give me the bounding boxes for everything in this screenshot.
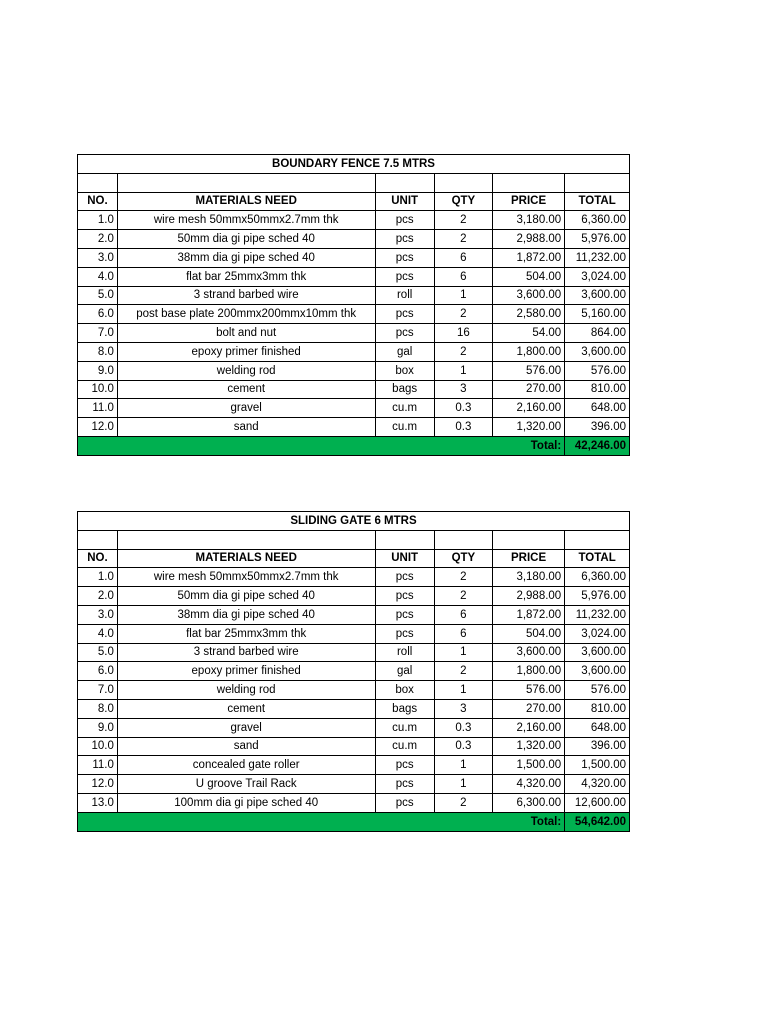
row-unit: cu.m [375, 399, 434, 418]
row-qty: 0.3 [434, 718, 492, 737]
row-total: 11,232.00 [565, 248, 630, 267]
row-no: 6.0 [78, 305, 118, 324]
row-no: 8.0 [78, 699, 118, 718]
row-qty: 2 [434, 793, 492, 812]
row-material: 38mm dia gi pipe sched 40 [117, 248, 375, 267]
row-price: 1,320.00 [492, 737, 564, 756]
row-qty: 1 [434, 756, 492, 775]
row-unit: gal [375, 342, 434, 361]
row-no: 5.0 [78, 643, 118, 662]
row-material: concealed gate roller [117, 756, 375, 775]
row-qty: 2 [434, 662, 492, 681]
row-no: 3.0 [78, 248, 118, 267]
row-unit: pcs [375, 248, 434, 267]
table-row [78, 324, 630, 343]
blank-cell [375, 530, 434, 549]
table-row [78, 605, 630, 624]
row-material: 3 strand barbed wire [117, 286, 375, 305]
row-no: 12.0 [78, 775, 118, 794]
blank-cell [565, 173, 630, 192]
table-row [78, 568, 630, 587]
title-row [78, 155, 630, 174]
row-material: welding rod [117, 361, 375, 380]
row-unit: pcs [375, 624, 434, 643]
row-unit: roll [375, 286, 434, 305]
row-unit: pcs [375, 756, 434, 775]
blank-cell [117, 173, 375, 192]
header-price: PRICE [492, 549, 564, 568]
row-material: 3 strand barbed wire [117, 643, 375, 662]
row-unit: gal [375, 662, 434, 681]
sliding-gate-table [77, 511, 630, 832]
row-qty: 2 [434, 211, 492, 230]
row-price: 3,180.00 [492, 568, 564, 587]
row-price: 3,600.00 [492, 286, 564, 305]
grand-total: 42,246.00 [565, 436, 630, 455]
row-total: 5,976.00 [565, 230, 630, 249]
row-price: 54.00 [492, 324, 564, 343]
row-qty: 2 [434, 342, 492, 361]
row-total: 11,232.00 [565, 605, 630, 624]
row-total: 12,600.00 [565, 793, 630, 812]
row-material: 38mm dia gi pipe sched 40 [117, 605, 375, 624]
blank-cell [492, 173, 564, 192]
blank-cell [78, 173, 118, 192]
row-qty: 1 [434, 775, 492, 794]
row-material: flat bar 25mmx3mm thk [117, 267, 375, 286]
materials-table [77, 511, 630, 832]
row-no: 9.0 [78, 361, 118, 380]
header-unit: UNIT [375, 549, 434, 568]
row-total: 810.00 [565, 380, 630, 399]
row-price: 1,872.00 [492, 248, 564, 267]
row-total: 4,320.00 [565, 775, 630, 794]
table-row [78, 699, 630, 718]
row-unit: pcs [375, 230, 434, 249]
row-qty: 1 [434, 361, 492, 380]
row-no: 13.0 [78, 793, 118, 812]
blank-cell [565, 530, 630, 549]
row-unit: pcs [375, 568, 434, 587]
title-row [78, 512, 630, 531]
header-qty: QTY [434, 192, 492, 211]
row-qty: 6 [434, 624, 492, 643]
blank-cell [434, 530, 492, 549]
grand-total: 54,642.00 [565, 812, 630, 831]
materials-table [77, 154, 630, 456]
row-no: 4.0 [78, 624, 118, 643]
row-price: 1,800.00 [492, 342, 564, 361]
row-material: welding rod [117, 681, 375, 700]
row-material: sand [117, 737, 375, 756]
row-unit: pcs [375, 587, 434, 606]
row-qty: 16 [434, 324, 492, 343]
table-title: BOUNDARY FENCE 7.5 MTRS [78, 155, 630, 174]
header-unit: UNIT [375, 192, 434, 211]
row-price: 270.00 [492, 380, 564, 399]
row-material: 50mm dia gi pipe sched 40 [117, 587, 375, 606]
row-total: 3,600.00 [565, 643, 630, 662]
row-qty: 2 [434, 568, 492, 587]
row-no: 2.0 [78, 587, 118, 606]
row-total: 6,360.00 [565, 211, 630, 230]
total-row [78, 436, 630, 455]
row-material: wire mesh 50mmx50mmx2.7mm thk [117, 211, 375, 230]
row-price: 2,988.00 [492, 587, 564, 606]
header-materials: MATERIALS NEED [117, 549, 375, 568]
row-price: 576.00 [492, 361, 564, 380]
row-qty: 0.3 [434, 737, 492, 756]
row-qty: 0.3 [434, 418, 492, 437]
table-row [78, 230, 630, 249]
table-row [78, 718, 630, 737]
row-unit: cu.m [375, 737, 434, 756]
table-row [78, 793, 630, 812]
row-material: cement [117, 380, 375, 399]
row-no: 4.0 [78, 267, 118, 286]
row-total: 396.00 [565, 418, 630, 437]
row-unit: pcs [375, 793, 434, 812]
table-row [78, 737, 630, 756]
table-row [78, 248, 630, 267]
row-material: wire mesh 50mmx50mmx2.7mm thk [117, 568, 375, 587]
table-row [78, 643, 630, 662]
row-unit: box [375, 361, 434, 380]
row-price: 1,800.00 [492, 662, 564, 681]
table-row [78, 361, 630, 380]
table-row [78, 305, 630, 324]
table-row [78, 775, 630, 794]
row-qty: 6 [434, 605, 492, 624]
row-qty: 3 [434, 380, 492, 399]
total-spacer [78, 812, 493, 831]
table-row [78, 399, 630, 418]
blank-row [78, 530, 630, 549]
row-no: 10.0 [78, 380, 118, 399]
table-row [78, 662, 630, 681]
row-total: 5,976.00 [565, 587, 630, 606]
row-unit: pcs [375, 267, 434, 286]
row-price: 504.00 [492, 267, 564, 286]
row-qty: 2 [434, 587, 492, 606]
row-total: 648.00 [565, 718, 630, 737]
row-unit: box [375, 681, 434, 700]
table-row [78, 211, 630, 230]
row-price: 4,320.00 [492, 775, 564, 794]
row-price: 1,320.00 [492, 418, 564, 437]
blank-cell [375, 173, 434, 192]
row-total: 576.00 [565, 361, 630, 380]
header-total: TOTAL [565, 192, 630, 211]
header-qty: QTY [434, 549, 492, 568]
total-label: Total: [492, 436, 564, 455]
boundary-fence-table [77, 154, 630, 456]
row-price: 1,500.00 [492, 756, 564, 775]
table-row [78, 286, 630, 305]
row-unit: bags [375, 699, 434, 718]
row-price: 270.00 [492, 699, 564, 718]
row-material: post base plate 200mmx200mmx10mm thk [117, 305, 375, 324]
row-price: 2,988.00 [492, 230, 564, 249]
row-no: 10.0 [78, 737, 118, 756]
row-total: 3,600.00 [565, 342, 630, 361]
row-no: 12.0 [78, 418, 118, 437]
row-price: 3,600.00 [492, 643, 564, 662]
row-price: 2,160.00 [492, 399, 564, 418]
header-price: PRICE [492, 192, 564, 211]
header-row [78, 549, 630, 568]
row-unit: pcs [375, 211, 434, 230]
row-no: 11.0 [78, 399, 118, 418]
row-total: 648.00 [565, 399, 630, 418]
row-no: 7.0 [78, 681, 118, 700]
row-total: 810.00 [565, 699, 630, 718]
row-material: epoxy primer finished [117, 662, 375, 681]
blank-cell [492, 530, 564, 549]
row-material: gravel [117, 718, 375, 737]
row-unit: cu.m [375, 418, 434, 437]
row-total: 396.00 [565, 737, 630, 756]
row-no: 2.0 [78, 230, 118, 249]
row-total: 3,600.00 [565, 286, 630, 305]
row-material: 100mm dia gi pipe sched 40 [117, 793, 375, 812]
blank-row [78, 173, 630, 192]
total-label: Total: [492, 812, 564, 831]
total-row [78, 812, 630, 831]
row-material: flat bar 25mmx3mm thk [117, 624, 375, 643]
table-row [78, 380, 630, 399]
row-material: 50mm dia gi pipe sched 40 [117, 230, 375, 249]
row-price: 2,580.00 [492, 305, 564, 324]
row-price: 1,872.00 [492, 605, 564, 624]
row-qty: 3 [434, 699, 492, 718]
row-no: 3.0 [78, 605, 118, 624]
header-no: NO. [78, 549, 118, 568]
row-qty: 1 [434, 681, 492, 700]
row-price: 504.00 [492, 624, 564, 643]
row-no: 9.0 [78, 718, 118, 737]
row-price: 576.00 [492, 681, 564, 700]
table-row [78, 624, 630, 643]
row-material: epoxy primer finished [117, 342, 375, 361]
row-material: gravel [117, 399, 375, 418]
row-no: 5.0 [78, 286, 118, 305]
table-row [78, 756, 630, 775]
row-price: 3,180.00 [492, 211, 564, 230]
blank-cell [78, 530, 118, 549]
row-no: 1.0 [78, 568, 118, 587]
row-qty: 1 [434, 286, 492, 305]
header-no: NO. [78, 192, 118, 211]
row-total: 6,360.00 [565, 568, 630, 587]
header-total: TOTAL [565, 549, 630, 568]
row-qty: 2 [434, 230, 492, 249]
row-unit: cu.m [375, 718, 434, 737]
row-unit: pcs [375, 324, 434, 343]
header-materials: MATERIALS NEED [117, 192, 375, 211]
row-material: bolt and nut [117, 324, 375, 343]
row-no: 6.0 [78, 662, 118, 681]
row-price: 2,160.00 [492, 718, 564, 737]
row-material: U groove Trail Rack [117, 775, 375, 794]
row-material: sand [117, 418, 375, 437]
table-row [78, 342, 630, 361]
row-qty: 0.3 [434, 399, 492, 418]
blank-cell [434, 173, 492, 192]
row-unit: pcs [375, 305, 434, 324]
header-row [78, 192, 630, 211]
row-unit: pcs [375, 605, 434, 624]
row-unit: bags [375, 380, 434, 399]
row-total: 864.00 [565, 324, 630, 343]
row-qty: 1 [434, 643, 492, 662]
table-row [78, 418, 630, 437]
row-no: 7.0 [78, 324, 118, 343]
row-material: cement [117, 699, 375, 718]
total-spacer [78, 436, 493, 455]
row-total: 1,500.00 [565, 756, 630, 775]
row-no: 8.0 [78, 342, 118, 361]
row-no: 11.0 [78, 756, 118, 775]
row-qty: 6 [434, 267, 492, 286]
row-unit: pcs [375, 775, 434, 794]
blank-cell [117, 530, 375, 549]
row-total: 576.00 [565, 681, 630, 700]
table-row [78, 267, 630, 286]
row-unit: roll [375, 643, 434, 662]
row-total: 5,160.00 [565, 305, 630, 324]
table-title: SLIDING GATE 6 MTRS [78, 512, 630, 531]
table-row [78, 587, 630, 606]
row-total: 3,024.00 [565, 267, 630, 286]
row-no: 1.0 [78, 211, 118, 230]
table-row [78, 681, 630, 700]
row-qty: 6 [434, 248, 492, 267]
row-total: 3,024.00 [565, 624, 630, 643]
row-total: 3,600.00 [565, 662, 630, 681]
row-price: 6,300.00 [492, 793, 564, 812]
row-qty: 2 [434, 305, 492, 324]
